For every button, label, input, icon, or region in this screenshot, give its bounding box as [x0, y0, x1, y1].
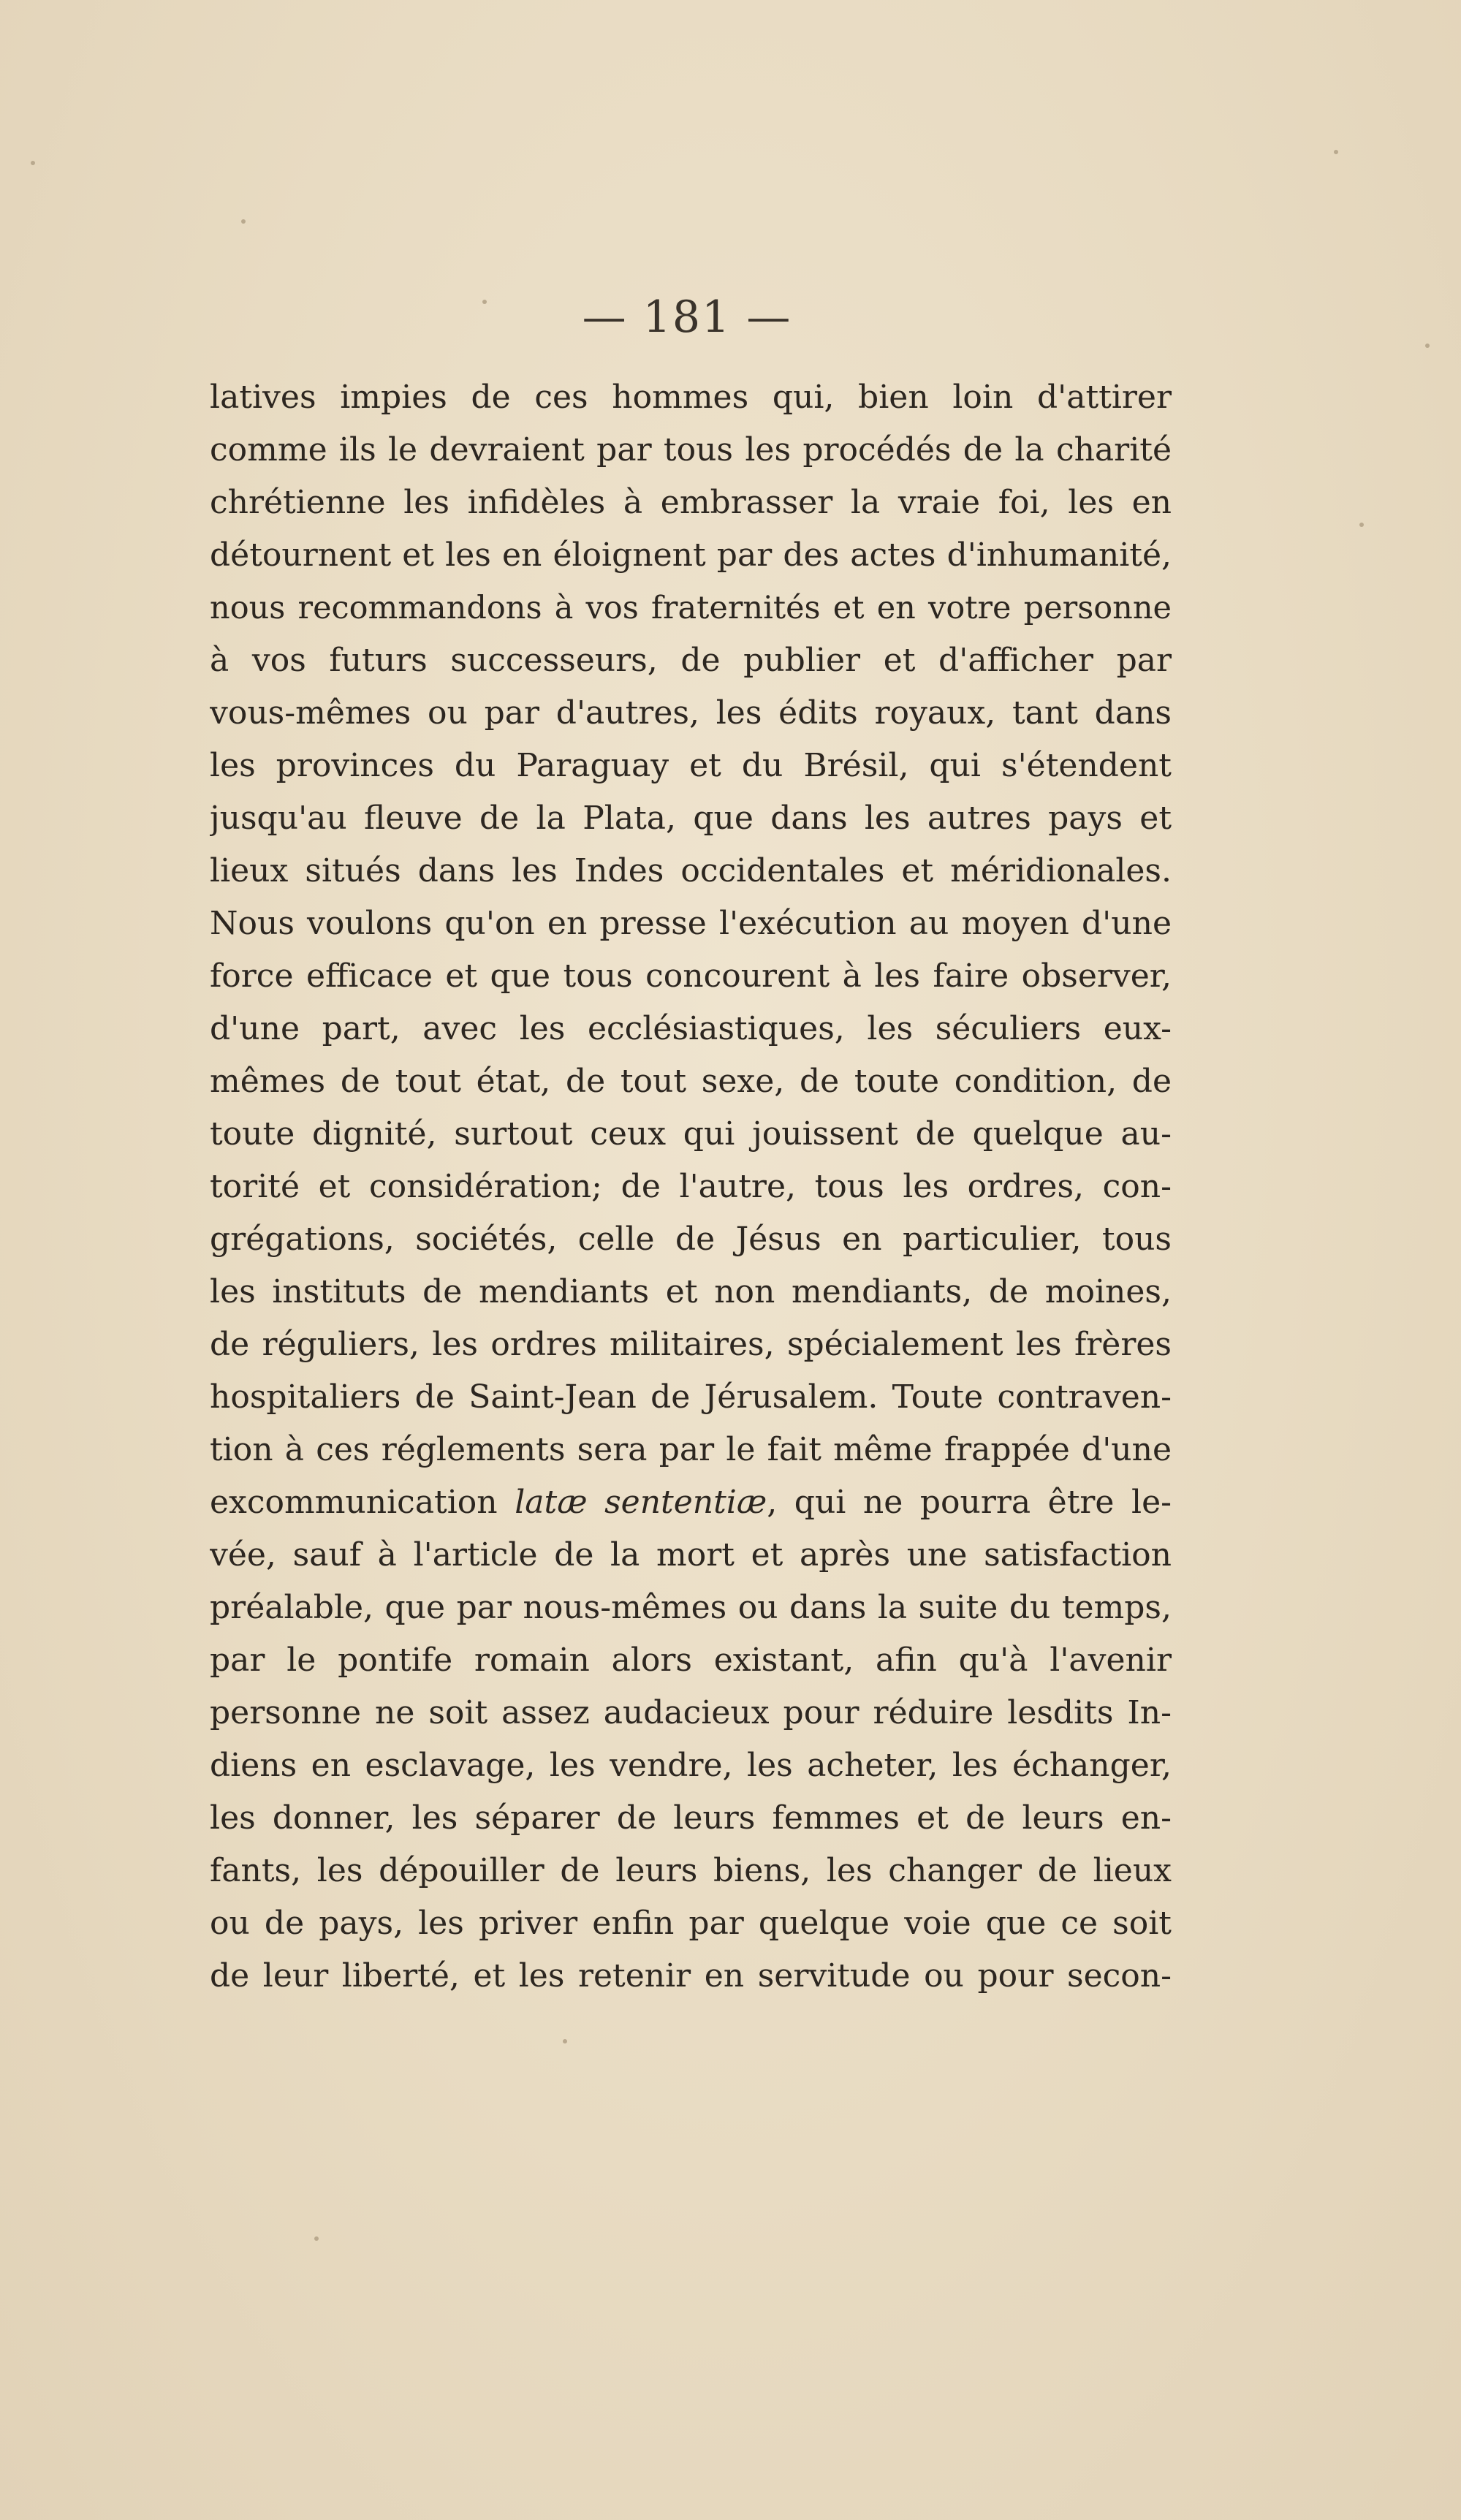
page-number: — 181 —	[582, 292, 792, 343]
text-line: de réguliers, les ordres militaires, spécialement les frères	[210, 1326, 1172, 1363]
text-line: d'une part, avec les ecclésiastiques, les séculiers eux-	[210, 1010, 1172, 1047]
text-line: chrétienne les infidèles à embrasser la vraie foi, les en	[210, 484, 1172, 521]
text-line: à vos futurs successeurs, de publier et d'afficher par	[210, 642, 1172, 679]
text-line: latives impies de ces hommes qui, bien loin d'attirer	[210, 379, 1172, 416]
text-line: jusqu'au fleuve de la Plata, que dans les autres pays et	[210, 800, 1172, 837]
paper-speck	[482, 300, 487, 304]
paper-speck	[1334, 150, 1338, 154]
text-line: par le pontife romain alors existant, afin qu'à l'avenir	[210, 1642, 1172, 1679]
paper-speck	[1359, 523, 1364, 527]
text-line: ou de pays, les priver enfin par quelque voie que ce soit	[210, 1905, 1172, 1942]
text-line: tion à ces réglements sera par le fait même frappée d'une	[210, 1431, 1172, 1468]
text-line: vée, sauf à l'article de la mort et après une satisfaction	[210, 1536, 1172, 1574]
text-line: préalable, que par nous-mêmes ou dans la suite du temps,	[210, 1589, 1172, 1626]
text-line: diens en esclavage, les vendre, les acheter, les échanger,	[210, 1747, 1172, 1784]
paper-speck	[314, 2236, 319, 2241]
text-line: Nous voulons qu'on en presse l'exécution au moyen d'une	[210, 905, 1172, 942]
line-segment: excommunication	[210, 1484, 515, 1521]
text-line: grégations, sociétés, celle de Jésus en particulier, tous	[210, 1221, 1172, 1258]
text-line: torité et considération; de l'autre, tous les ordres, con-	[210, 1168, 1172, 1205]
paper-speck	[241, 219, 246, 224]
text-line: nous recommandons à vos fraternités et en votre personne	[210, 590, 1172, 626]
latin-phrase: latæ sententiæ	[515, 1484, 767, 1521]
text-line: les provinces du Paraguay et du Brésil, qui s'étendent	[210, 747, 1172, 784]
text-line: force efficace et que tous concourent à les faire observer,	[210, 957, 1172, 995]
line-segment: , qui ne pourra être le-	[767, 1484, 1172, 1521]
text-line: les donner, les séparer de leurs femmes et de leurs en-	[210, 1799, 1172, 1837]
body-text	[210, 371, 1172, 2003]
text-line: personne ne soit assez audacieux pour réduire lesdits In-	[210, 1694, 1172, 1731]
text-line: détournent et les en éloignent par des actes d'inhumanité,	[210, 536, 1172, 574]
text-line: lieux situés dans les Indes occidentales et méridionales.	[210, 852, 1172, 889]
text-line: de leur liberté, et les retenir en servitude ou pour secon-	[210, 1957, 1172, 1995]
paper-speck	[31, 161, 35, 165]
text-line: vous-mêmes ou par d'autres, les édits royaux, tant dans	[210, 694, 1172, 732]
text-line: toute dignité, surtout ceux qui jouissent de quelque au-	[210, 1115, 1172, 1153]
text-line: hospitaliers de Saint-Jean de Jérusalem. Toute contraven-	[210, 1378, 1172, 1416]
text-line: fants, les dépouiller de leurs biens, les changer de lieux	[210, 1852, 1172, 1889]
text-line	[210, 1476, 1172, 1529]
text-line: mêmes de tout état, de tout sexe, de toute condition, de	[210, 1063, 1172, 1100]
text-line: comme ils le devraient par tous les procédés de la charité	[210, 431, 1172, 468]
paper-speck	[1425, 344, 1430, 348]
text-line: les instituts de mendiants et non mendiants, de moines,	[210, 1273, 1172, 1310]
paper-speck	[563, 2039, 567, 2043]
